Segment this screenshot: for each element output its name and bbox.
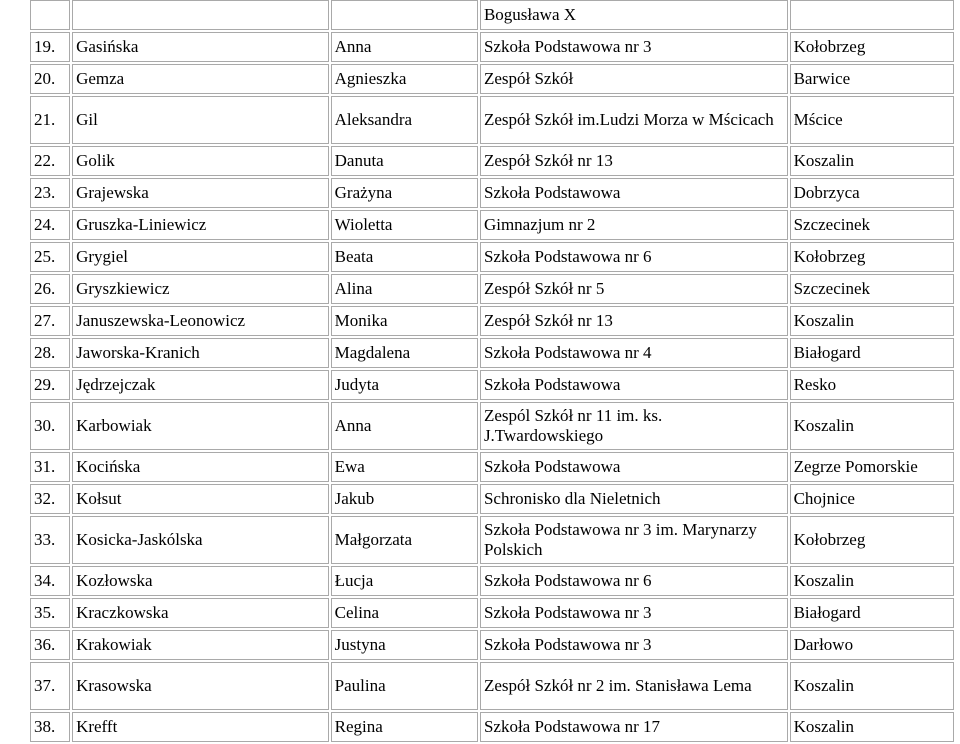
cell-city: Białogard [790,338,954,368]
cell-last-name: Gryszkiewicz [72,274,329,304]
cell-school: Szkoła Podstawowa nr 3 [480,32,788,62]
table-row [30,242,954,272]
table-row-continuation [30,0,954,30]
cell-school: Gimnazjum nr 2 [480,210,788,240]
cell-last-name: Jędrzejczak [72,370,329,400]
table-row [30,338,954,368]
cell-city: Dobrzyca [790,178,954,208]
cell-num: 38. [30,712,70,742]
cell-first-name: Grażyna [331,178,478,208]
cell-city: Białogard [790,598,954,628]
table-row [30,146,954,176]
cell-school: Szkoła Podstawowa [480,452,788,482]
cell-city: Koszalin [790,306,954,336]
cell-num: 35. [30,598,70,628]
table-row [30,32,954,62]
cell-city: Koszalin [790,146,954,176]
cell-city: Szczecinek [790,274,954,304]
cell-first-name: Paulina [331,662,478,710]
cell-last-name: Krakowiak [72,630,329,660]
cell-city [790,0,954,30]
cell-school: Zespół Szkół im.Ludzi Morza w Mścicach [480,96,788,144]
cell-first-name: Regina [331,712,478,742]
cell-school: Szkoła Podstawowa nr 3 [480,630,788,660]
cell-city: Kołobrzeg [790,32,954,62]
cell-first-name: Aleksandra [331,96,478,144]
cell-last-name: Golik [72,146,329,176]
table-body [30,0,954,742]
cell-city: Koszalin [790,402,954,450]
cell-school: Szkoła Podstawowa nr 6 [480,566,788,596]
cell-num: 22. [30,146,70,176]
cell-school: Bogusława X [480,0,788,30]
cell-school: Szkoła Podstawowa [480,178,788,208]
cell-school: Szkoła Podstawowa nr 17 [480,712,788,742]
cell-last-name: Kosicka-Jaskólska [72,516,329,564]
cell-num: 32. [30,484,70,514]
table-row [30,516,954,564]
cell-city: Kołobrzeg [790,516,954,564]
cell-school: Zespół Szkół nr 5 [480,274,788,304]
cell-city: Koszalin [790,712,954,742]
cell-school: Zespól Szkół nr 11 im. ks. J.Twardowskiego [480,402,788,450]
cell-city: Szczecinek [790,210,954,240]
cell-first-name: Agnieszka [331,64,478,94]
cell-last-name: Kozłowska [72,566,329,596]
cell-last-name: Gemza [72,64,329,94]
cell-last-name: Gasińska [72,32,329,62]
cell-school: Zespół Szkół nr 2 im. Stanisława Lema [480,662,788,710]
cell-school: Szkoła Podstawowa nr 6 [480,242,788,272]
cell-first-name: Justyna [331,630,478,660]
cell-num: 30. [30,402,70,450]
cell-num: 25. [30,242,70,272]
table-row [30,96,954,144]
table-row [30,662,954,710]
cell-first-name: Jakub [331,484,478,514]
cell-city: Kołobrzeg [790,242,954,272]
cell-last-name: Karbowiak [72,402,329,450]
table-row [30,210,954,240]
cell-city: Chojnice [790,484,954,514]
table-row [30,370,954,400]
cell-first-name: Wioletta [331,210,478,240]
table-row [30,274,954,304]
table-row [30,484,954,514]
table-row [30,178,954,208]
cell-first-name: Monika [331,306,478,336]
cell-school: Szkoła Podstawowa nr 4 [480,338,788,368]
teacher-roster-table [28,0,956,744]
cell-num: 19. [30,32,70,62]
cell-school: Zespół Szkół [480,64,788,94]
cell-num: 37. [30,662,70,710]
cell-num: 36. [30,630,70,660]
cell-num: 24. [30,210,70,240]
cell-num: 28. [30,338,70,368]
cell-last-name: Kocińska [72,452,329,482]
table-row [30,452,954,482]
cell-city: Zegrze Pomorskie [790,452,954,482]
cell-num [30,0,70,30]
cell-last-name: Jaworska-Kranich [72,338,329,368]
cell-school: Schronisko dla Nieletnich [480,484,788,514]
cell-num: 26. [30,274,70,304]
cell-last-name: Krasowska [72,662,329,710]
cell-school: Zespół Szkół nr 13 [480,146,788,176]
cell-first-name: Celina [331,598,478,628]
cell-city: Koszalin [790,566,954,596]
cell-num: 23. [30,178,70,208]
cell-num: 21. [30,96,70,144]
cell-city: Barwice [790,64,954,94]
cell-last-name: Gil [72,96,329,144]
cell-num: 27. [30,306,70,336]
cell-last-name: Januszewska-Leonowicz [72,306,329,336]
cell-first-name: Beata [331,242,478,272]
cell-num: 31. [30,452,70,482]
cell-last-name: Gruszka-Liniewicz [72,210,329,240]
cell-first-name: Łucja [331,566,478,596]
cell-school: Szkoła Podstawowa nr 3 im. Marynarzy Polskich [480,516,788,564]
cell-city: Koszalin [790,662,954,710]
cell-city: Resko [790,370,954,400]
table-row [30,598,954,628]
cell-first-name: Judyta [331,370,478,400]
cell-city: Mścice [790,96,954,144]
cell-last-name: Krefft [72,712,329,742]
table-row [30,712,954,742]
table-row [30,402,954,450]
table-row [30,566,954,596]
cell-school: Zespół Szkół nr 13 [480,306,788,336]
table-row [30,630,954,660]
cell-first-name: Magdalena [331,338,478,368]
cell-num: 34. [30,566,70,596]
cell-last-name: Grygiel [72,242,329,272]
cell-num: 29. [30,370,70,400]
cell-first-name: Anna [331,402,478,450]
cell-first-name: Ewa [331,452,478,482]
cell-num: 20. [30,64,70,94]
cell-school: Szkoła Podstawowa nr 3 [480,598,788,628]
cell-last-name: Kołsut [72,484,329,514]
cell-last-name: Grajewska [72,178,329,208]
cell-first-name: Alina [331,274,478,304]
cell-first-name [331,0,478,30]
cell-first-name: Danuta [331,146,478,176]
cell-last-name [72,0,329,30]
cell-city: Darłowo [790,630,954,660]
cell-last-name: Kraczkowska [72,598,329,628]
cell-first-name: Anna [331,32,478,62]
cell-school: Szkoła Podstawowa [480,370,788,400]
cell-num: 33. [30,516,70,564]
table-row [30,306,954,336]
cell-first-name: Małgorzata [331,516,478,564]
table-row [30,64,954,94]
